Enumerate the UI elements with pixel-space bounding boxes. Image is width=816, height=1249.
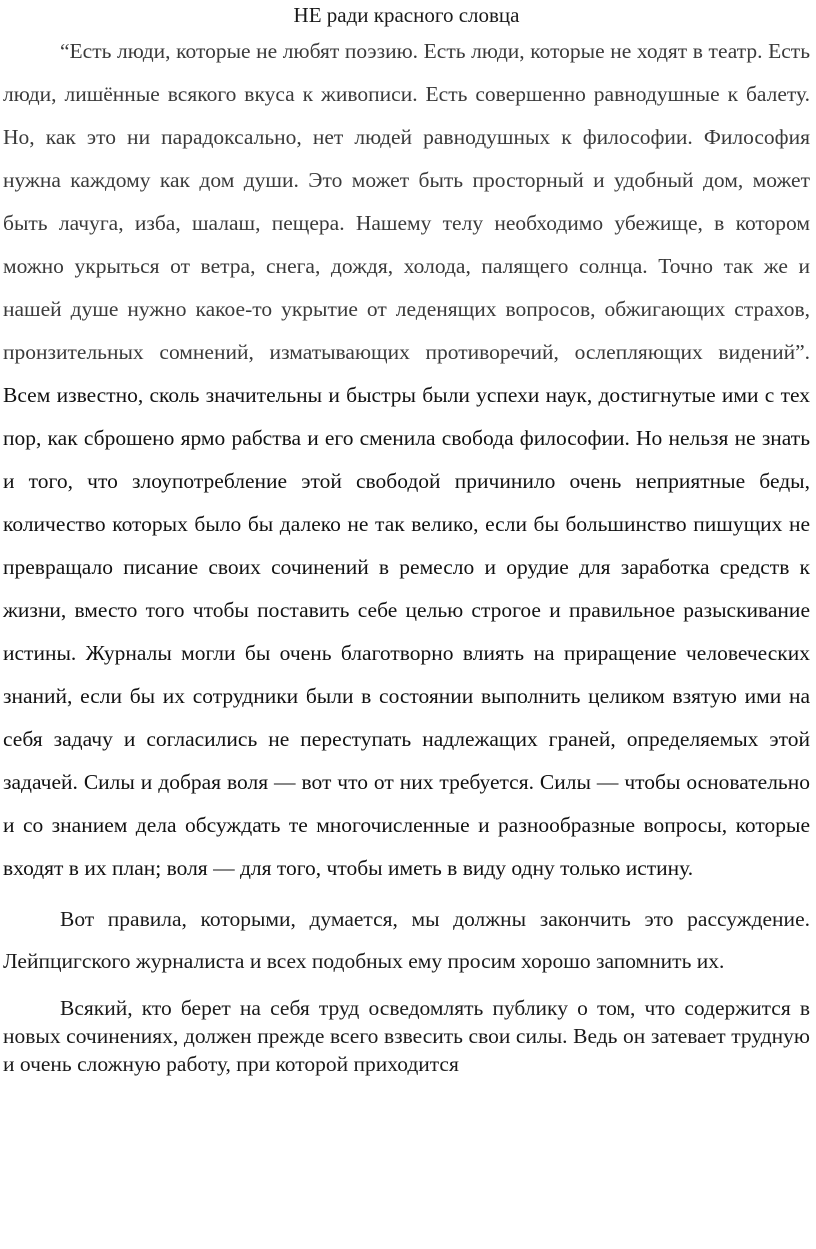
document-page	[0, 2, 816, 1249]
paragraph-3: Всякий, кто берет на себя труд осведомлять публику о том, что содержится в новых сочинениях, должен прежде всего взвесить свои силы. Ведь он затевает трудную и очень сложную работу, при которой приходится	[3, 996, 810, 1076]
paragraph-1-rest: Всем известно, сколь значительны и быстры были успехи наук, достигнутые ими с тех пор, как сброшено ярмо рабства и его сменила свобода философии. Но нельзя не знать и того, что злоупотребление этой свободой причинило очень неприятные беды, количество которых было бы далеко не так велико, если бы большинство пишущих не превращало писание своих сочинений в ремесло и орудие для заработка средств к жизни, вместо того чтобы поставить себе целью строгое и правильное разыскивание истины. Журналы могли бы очень благотворно влиять на приращение человеческих знаний, если бы их сотрудники были в состоянии выполнить целиком взятую ими на себя задачу и согласились не переступать надлежащих граней, определяемых этой задачей. Силы и добрая воля — вот что от них требуется. Силы — чтобы основательно и со знанием дела обсуждать те многочисленные и разнообразные вопросы, которые входят в их план; воля — для того, чтобы иметь в виду одну только истину.	[3, 383, 810, 880]
paragraph-1-quote: “Есть люди, которые не любят поэзию. Есть люди, которые не ходят в театр. Есть люди, лишённые всякого вкуса к живописи. Есть совершенно равнодушные к балету. Но, как это ни парадоксально, нет людей равнодушных к философии. Философия нужна каждому как дом души. Это может быть просторный и удобный дом, может быть лачуга, изба, шалаш, пещера. Нашему телу необходимо убежище, в котором можно укрыться от ветра, снега, дождя, холода, палящего солнца. Точно так же и нашей душе нужно какое-то укрытие от леденящих вопросов, обжигающих страхов, пронзительных сомнений, изматывающих противоречий, ослепляющих видений”.	[3, 39, 810, 364]
paragraph-2: Вот правила, которыми, думается, мы должны закончить это рассуждение. Лейпцигского журналиста и всех подобных ему просим хорошо запомнить их.	[3, 907, 810, 973]
document-title: НЕ ради красного словца	[293, 3, 520, 27]
paragraph-1	[3, 30, 810, 890]
